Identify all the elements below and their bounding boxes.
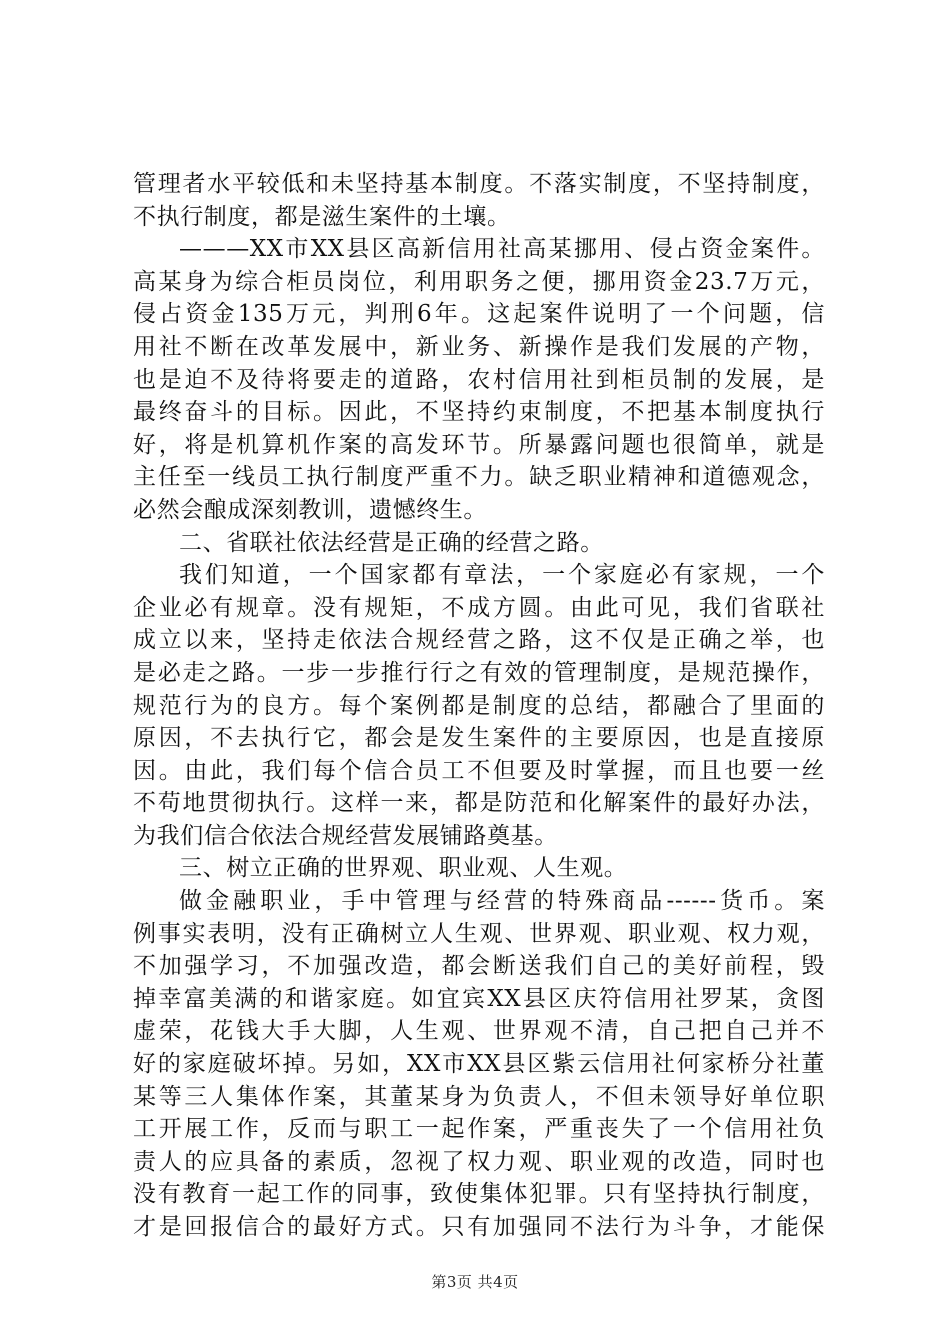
text-line: 用社不断在改革发展中，新业务、新操作是我们发展的产物， (133, 333, 825, 360)
text-line: 为我们信合依法合规经营发展铺路奠基。 (133, 822, 558, 849)
text-line: 主任至一线员工执行制度严重不力。缺乏职业精神和道德观念， (133, 464, 825, 491)
text-line: 没有教育一起工作的同事，致使集体犯罪。只有坚持执行制度， (133, 1181, 825, 1208)
text-line: 虚荣，花钱大手大脚，人生观、世界观不清，自己把自己并不 (133, 1018, 825, 1045)
text-line: 好的家庭破坏掉。另如，XX市XX县区紫云信用社何家桥分社董 (133, 1051, 825, 1078)
text-line: 不加强学习，不加强改造，都会断送我们自己的美好前程，毁 (133, 953, 825, 980)
text-line: 因。由此，我们每个信合员工不但要及时掌握，而且也要一丝 (133, 757, 825, 784)
text-line: 责人的应具备的素质，忽视了权力观、职业观的改造，同时也 (133, 1148, 825, 1175)
text-line: 某等三人集体作案，其董某身为负责人，不但未领导好单位职 (133, 1083, 825, 1110)
text-line: 原因，不去执行它，都会是发生案件的主要原因，也是直接原 (133, 725, 825, 752)
text-line: 企业必有规章。没有规矩，不成方圆。由此可见，我们省联社 (133, 594, 825, 621)
text-line: 高某身为综合柜员岗位，利用职务之便，挪用资金23.7万元， (133, 268, 825, 295)
text-line: 二、省联社依法经营是正确的经营之路。 (179, 529, 604, 556)
text-line: 不执行制度，都是滋生案件的土壤。 (133, 203, 511, 230)
text-line: 侵占资金135万元，判刑6年。这起案件说明了一个问题，信 (133, 301, 825, 328)
text-line: 必然会酿成深刻教训，遗憾终生。 (133, 496, 487, 523)
text-line: 掉幸富美满的和谐家庭。如宜宾XX县区庆符信用社罗某，贪图 (133, 985, 825, 1012)
text-line: 好，将是机算机作案的高发环节。所暴露问题也很简单，就是 (133, 431, 825, 458)
text-line: 才是回报信合的最好方式。只有加强同不法行为斗争，才能保 (133, 1214, 825, 1240)
text-line: 做金融职业，手中管理与经营的特殊商品------货币。案 (179, 888, 825, 915)
text-line: 是必走之路。一步一步推行行之有效的管理制度，是规范操作， (133, 659, 825, 686)
page-footer: 第3页 共4页 (431, 1273, 519, 1291)
text-line: 三、树立正确的世界观、职业观、人生观。 (179, 855, 628, 882)
text-line: 最终奋斗的目标。因此，不坚持约束制度，不把基本制度执行 (133, 399, 825, 426)
text-line: 成立以来，坚持走依法合规经营之路，这不仅是正确之举，也 (133, 627, 825, 654)
document-body (133, 168, 825, 1244)
text-line: 规范行为的良方。每个案例都是制度的总结，都融合了里面的 (133, 692, 825, 719)
text-line: 例事实表明，没有正确树立人生观、世界观、职业观、权力观， (133, 920, 825, 947)
text-line: ———XX市XX县区高新信用社高某挪用、侵占资金案件。 (179, 236, 825, 263)
text-line: 管理者水平较低和未坚持基本制度。不落实制度，不坚持制度， (133, 171, 825, 197)
text-line: 我们知道，一个国家都有章法，一个家庭必有家规，一个 (179, 562, 825, 589)
text-line: 工开展工作，反而与职工一起作案，严重丧失了一个信用社负 (133, 1116, 825, 1143)
text-line: 不苟地贯彻执行。这样一来，都是防范和化解案件的最好办法， (133, 790, 825, 817)
text-line: 也是迫不及待将要走的道路，农村信用社到柜员制的发展，是 (133, 366, 825, 393)
